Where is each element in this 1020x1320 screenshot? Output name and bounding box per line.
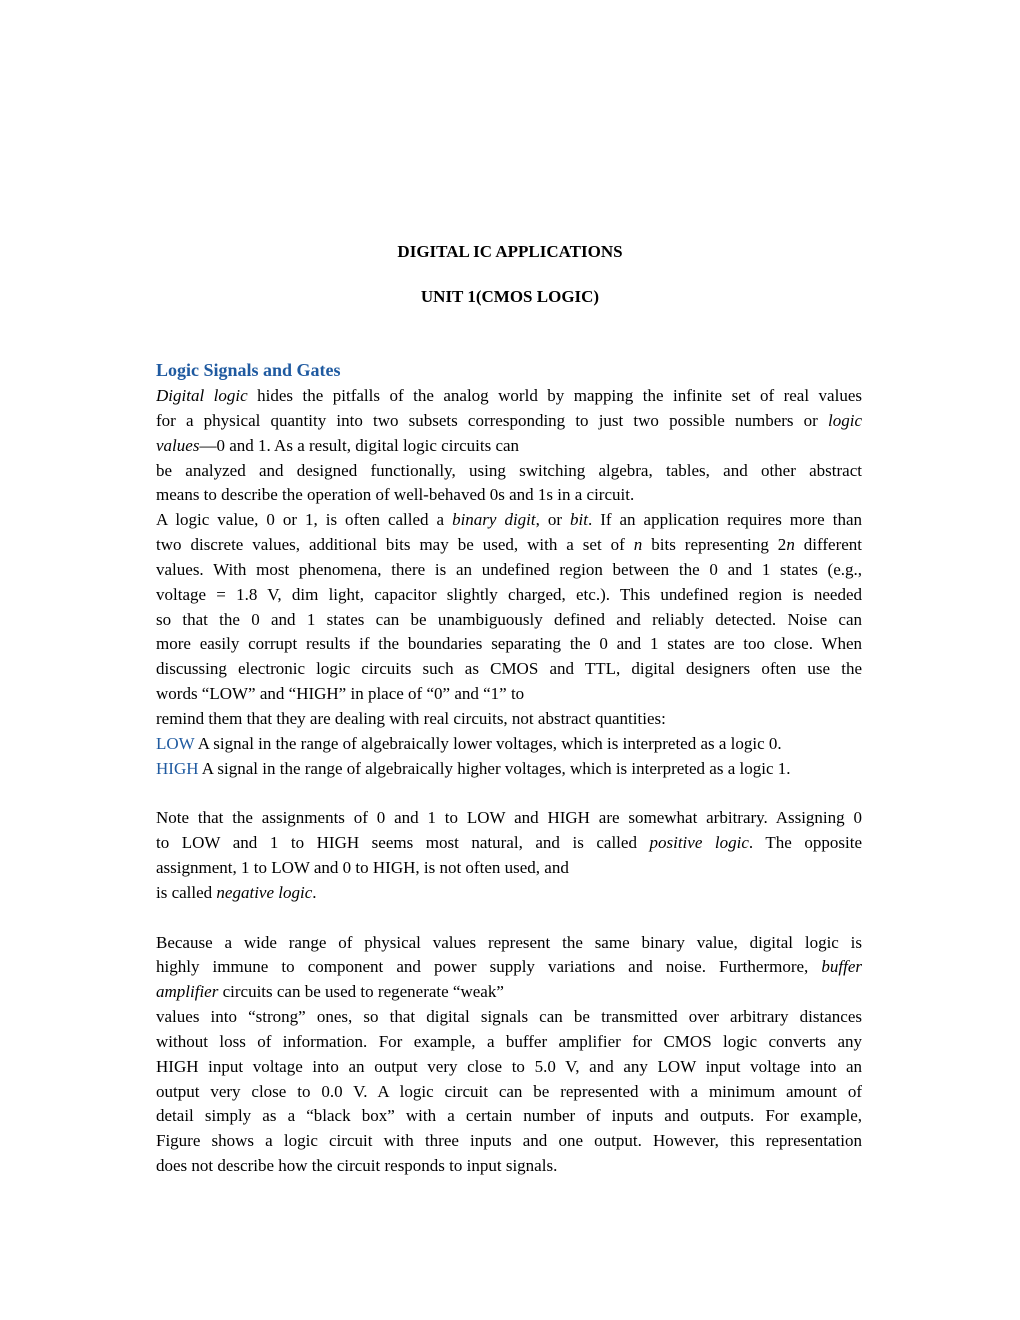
text-line [156, 558, 862, 583]
text-line [156, 955, 862, 980]
blank-line [156, 906, 862, 931]
text-line [156, 1080, 862, 1105]
document-subtitle: UNIT 1(CMOS LOGIC) [420, 287, 600, 306]
text-span: Figure shows a logic circuit with three inputs and one output. However, this representation [156, 1131, 862, 1151]
text-span: assignment, 1 to LOW and 0 to HIGH, is not often used, and [156, 858, 569, 878]
text-span: . [312, 882, 317, 902]
italic-term: buffer [821, 957, 862, 977]
text-span: words “LOW” and “HIGH” in place of “0” and “1” to [156, 684, 525, 704]
italic-term: bit [570, 510, 588, 530]
text-line [156, 707, 862, 732]
text-line [156, 583, 862, 608]
text-span: detail simply as a “black box” with a certain number of inputs and outputs. For example, [156, 1106, 862, 1126]
text-line [156, 980, 862, 1005]
text-span: output very close to 0.0 V. A logic circuit can be represented with a minimum amount of [156, 1081, 862, 1101]
text-line [156, 434, 862, 459]
text-line [156, 757, 862, 782]
text-span: to LOW and 1 to HIGH seems most natural, and is called [156, 833, 650, 853]
text-span: bits representing 2 [642, 535, 787, 555]
text-span: Because a wide range of physical values represent the same binary value, digital logic is [156, 932, 862, 952]
term-label: LOW [156, 733, 195, 753]
text-span: so that the 0 and 1 states can be unambiguously defined and reliably detected. Noise can [156, 609, 862, 629]
text-span: for a physical quantity into two subsets corresponding to just two possible numbers or [156, 410, 828, 430]
text-span: Note that the assignments of 0 and 1 to LOW and HIGH are somewhat arbitrary. Assigning 0 [156, 808, 862, 828]
text-span: A logic value, 0 or 1, is often called a [156, 510, 453, 530]
text-line [156, 409, 862, 434]
text-span: be analyzed and designed functionally, using switching algebra, tables, and other abstract [156, 460, 862, 480]
text-span: values into “strong” ones, so that digital signals can be transmitted over arbitrary distances [156, 1007, 862, 1027]
text-span: . If an application requires more than [587, 510, 862, 530]
text-line [156, 1055, 862, 1080]
italic-term: binary digit [452, 510, 536, 530]
text-span: . The opposite [748, 833, 862, 853]
text-span: A signal in the range of algebraically lower voltages, which is interpreted as a logic 0. [194, 733, 782, 753]
text-line [156, 732, 862, 757]
text-span: does not describe how the circuit responds to input signals. [156, 1156, 558, 1176]
text-line [156, 1129, 862, 1154]
blank-line [156, 782, 862, 807]
text-span: means to describe the operation of well-behaved 0s and 1s in a circuit. [156, 485, 635, 505]
text-line [156, 931, 862, 956]
italic-term: amplifier [156, 982, 219, 1002]
text-span: discussing electronic logic circuits such as CMOS and TTL, digital designers often use the [156, 659, 862, 679]
text-line [156, 632, 862, 657]
body-text [156, 384, 862, 1179]
text-line [156, 533, 862, 558]
text-line [156, 508, 862, 533]
text-span: values. With most phenomena, there is an undefined region between the 0 and 1 states (e.g., [156, 559, 862, 579]
text-span: two discrete values, additional bits may be used, with a set of [156, 535, 634, 555]
italic-term: logic [828, 410, 862, 430]
text-span: —0 and 1. As a result, digital logic circuits can [199, 435, 520, 455]
italic-term: negative logic [216, 882, 313, 902]
text-line [156, 608, 862, 633]
text-span: , or [535, 510, 571, 530]
italic-term: n [786, 535, 795, 555]
text-line [156, 806, 862, 831]
text-line [156, 657, 862, 682]
document-title: DIGITAL IC APPLICATIONS [397, 242, 623, 261]
text-line [156, 881, 862, 906]
text-span: hides the pitfalls of the analog world by mapping the infinite set of real values [247, 386, 862, 405]
text-span: A signal in the range of algebraically higher voltages, which is interpreted as a logic 1. [198, 758, 791, 778]
text-line [156, 1104, 862, 1129]
text-line [156, 483, 862, 508]
text-span: different [794, 535, 862, 555]
text-line [156, 384, 862, 409]
text-span: is called [156, 882, 217, 902]
text-line [156, 459, 862, 484]
text-span: remind them that they are dealing with real circuits, not abstract quantities: [156, 708, 666, 728]
text-line [156, 682, 862, 707]
text-span: more easily corrupt results if the boundaries separating the 0 and 1 states are too close. When [156, 634, 862, 654]
text-line [156, 856, 862, 881]
text-line [156, 1005, 862, 1030]
italic-term: n [633, 535, 643, 555]
text-span: circuits can be used to regenerate “weak” [218, 982, 504, 1002]
text-span: without loss of information. For example, a buffer amplifier for CMOS logic converts any [156, 1031, 862, 1051]
text-line [156, 831, 862, 856]
term-label: HIGH [156, 758, 199, 778]
italic-term: values [156, 435, 200, 455]
text-span: HIGH input voltage into an output very close to 5.0 V, and any LOW input voltage into an [156, 1056, 862, 1076]
italic-term: positive logic [649, 833, 749, 853]
text-line [156, 1030, 862, 1055]
text-line [156, 1154, 862, 1179]
italic-term: Digital logic [156, 386, 248, 405]
text-span: voltage = 1.8 V, dim light, capacitor slightly charged, etc.). This undefined region is needed [156, 584, 862, 604]
section-heading: Logic Signals and Gates [156, 360, 341, 380]
text-span: highly immune to component and power supply variations and noise. Furthermore, [156, 957, 822, 977]
